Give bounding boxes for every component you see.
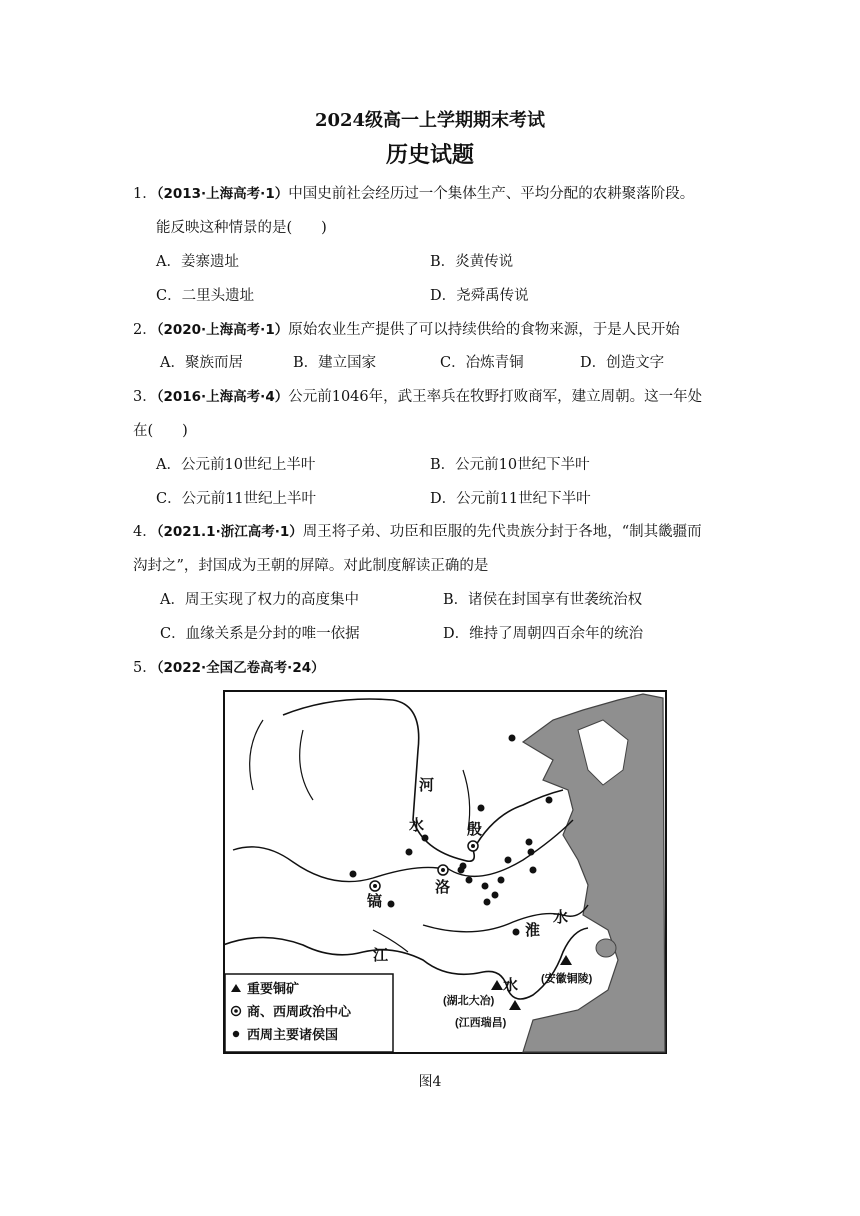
- political-center-marker: [468, 841, 478, 851]
- question-number: 5．: [133, 660, 157, 676]
- question-1-option-b: B．炎黄传说: [430, 254, 514, 270]
- map-label: 水: [409, 817, 425, 834]
- vassal-state-dot: [498, 877, 505, 884]
- map-label: 淮: [525, 922, 541, 939]
- vassal-state-dot: [492, 892, 499, 899]
- question-number: 2．: [133, 322, 157, 338]
- question-4-line-1: [133, 520, 702, 541]
- question-number: 3．: [133, 389, 157, 405]
- question-3-option-c: C．公元前11世纪上半叶: [156, 491, 317, 507]
- question-stem: 中国史前社会经历过一个集体生产、平均分配的农耕聚落阶段。: [288, 186, 695, 202]
- map-label: 殷: [467, 821, 483, 838]
- question-1-option-a: A．姜寨遗址: [156, 254, 239, 270]
- question-2-line-1: [133, 318, 680, 339]
- question-2-option-b: B．建立国家: [293, 355, 377, 371]
- map-label: 河: [419, 777, 435, 794]
- question-number: 4．: [133, 524, 157, 540]
- map-label: (湖北大冶): [443, 995, 495, 1007]
- vassal-state-dot: [466, 877, 473, 884]
- vassal-state-dot: [509, 735, 516, 742]
- vassal-state-dot: [546, 797, 553, 804]
- vassal-state-dot: [388, 901, 395, 908]
- question-stem: 周王将子弟、功臣和臣服的先代贵族分封于各地，“制其畿疆而: [302, 524, 702, 540]
- map-legend: [225, 974, 393, 1052]
- question-2-option-d: D．创造文字: [580, 355, 665, 371]
- question-2-option-a: A．聚族而居: [160, 355, 243, 371]
- question-number: 1．: [133, 186, 157, 202]
- lake: [596, 939, 616, 957]
- question-4-line-2: 沟封之”，封国成为王朝的屏障。对此制度解读正确的是: [133, 558, 489, 574]
- vassal-state-dot: [528, 849, 535, 856]
- map-label: 镐: [367, 893, 383, 910]
- question-source: （2016·上海高考·4）: [156, 389, 289, 405]
- map-label: 洛: [435, 879, 451, 896]
- map-label: 江: [373, 947, 389, 964]
- exam-title: 2024级高一上学期期末考试: [314, 110, 546, 131]
- question-source: （2021.1·浙江高考·1）: [156, 524, 303, 540]
- vassal-state-dot: [513, 929, 520, 936]
- question-5-line-1: [133, 656, 325, 677]
- legend-center: 商、西周政治中心: [247, 1004, 352, 1019]
- question-4-option-c: C．血缘关系是分封的唯一依据: [160, 626, 360, 642]
- question-4-option-d: D．维持了周朝四百余年的统治: [443, 626, 644, 642]
- question-4-option-b: B．诸侯在封国享有世袭统治权: [443, 592, 643, 608]
- question-source: （2020·上海高考·1）: [156, 322, 289, 338]
- vassal-state-dot: [526, 839, 533, 846]
- political-center-marker: [370, 881, 380, 891]
- vassal-state-dot: [422, 835, 429, 842]
- vassal-state-dot: [530, 867, 537, 874]
- vassal-state-dot: [478, 805, 485, 812]
- question-1-line-1: [133, 182, 694, 203]
- vassal-state-dot: [505, 857, 512, 864]
- question-1-line-2: 能反映这种情景的是( ): [156, 220, 327, 236]
- question-source: （2022·全国乙卷高考·24）: [156, 660, 325, 676]
- question-stem: 公元前1046年，武王率兵在牧野打败商军，建立周朝。这一年处: [288, 389, 703, 405]
- map-label: (江西瑞昌): [455, 1017, 507, 1029]
- question-stem: 原始农业生产提供了可以持续供给的食物来源，于是人民开始: [288, 322, 680, 338]
- vassal-state-dot: [484, 899, 491, 906]
- vassal-state-dot: [460, 863, 467, 870]
- historical-map: [223, 690, 667, 1054]
- vassal-state-dot: [406, 849, 413, 856]
- question-3-option-d: D．公元前11世纪下半叶: [430, 491, 591, 507]
- question-3-line-2: 在( ): [133, 423, 188, 439]
- question-source: （2013·上海高考·1）: [156, 186, 289, 202]
- question-2-option-c: C．冶炼青铜: [440, 355, 524, 371]
- map-label: (安徽铜陵): [541, 973, 593, 985]
- vassal-state-dot: [350, 871, 357, 878]
- question-1-option-d: D．尧舜禹传说: [430, 288, 529, 304]
- question-1-option-c: C．二里头遗址: [156, 288, 255, 304]
- question-4-option-a: A．周王实现了权力的高度集中: [160, 592, 359, 608]
- exam-subtitle: 历史试题: [385, 142, 474, 168]
- figure-caption: 图4: [418, 1074, 442, 1090]
- legend-states-icon: [233, 1031, 239, 1037]
- question-3-option-b: B．公元前10世纪下半叶: [430, 457, 590, 473]
- question-3-option-a: A．公元前10世纪上半叶: [156, 457, 316, 473]
- vassal-state-dot: [482, 883, 489, 890]
- legend-states: 西周主要诸侯国: [247, 1027, 339, 1042]
- political-center-marker: [438, 865, 448, 875]
- question-3-line-1: [133, 385, 702, 406]
- legend-copper: 重要铜矿: [247, 981, 300, 996]
- map-label: 水: [553, 909, 569, 926]
- map-label: 水: [503, 977, 519, 994]
